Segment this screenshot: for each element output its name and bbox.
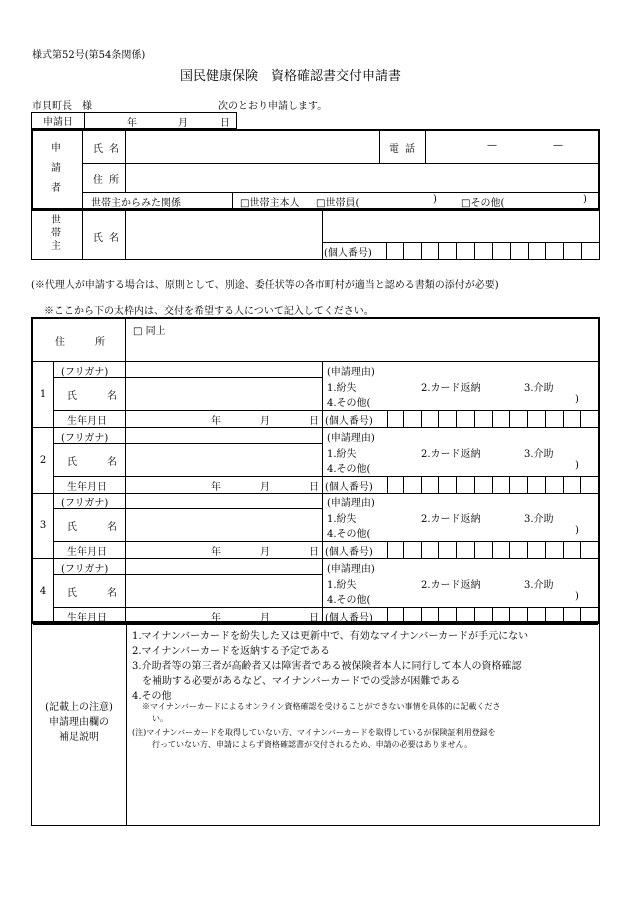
applicant-label: 申請者 bbox=[51, 143, 61, 194]
householder-name-label: 氏名 bbox=[93, 233, 125, 244]
birth-day: 日 bbox=[309, 416, 319, 427]
reason-label: (申請理由) bbox=[327, 367, 375, 378]
reason-other-close: ) bbox=[575, 460, 579, 471]
date-year: 年 bbox=[127, 118, 137, 129]
birth-label: 生年月日 bbox=[67, 482, 107, 493]
reason-label: (申請理由) bbox=[327, 498, 375, 509]
person-id-label: (個人番号) bbox=[325, 613, 373, 624]
person-name-label: 氏 名 bbox=[67, 588, 127, 599]
notes-label-2: 申請理由欄の bbox=[49, 717, 109, 728]
reason-other-close: ) bbox=[575, 394, 579, 405]
person-number: 1 bbox=[39, 388, 47, 400]
person-name-label: 氏 名 bbox=[67, 522, 127, 533]
householder-label: 世帯主 bbox=[51, 215, 61, 252]
note-line-9: 行っていない方、申請によらず資格確認書が交付されるため、申請の必要はありません。 bbox=[152, 740, 473, 749]
furigana-label: (フリガナ) bbox=[61, 564, 109, 575]
reason-return[interactable]: 2.カード返納 bbox=[421, 514, 481, 525]
applicant-address-field[interactable] bbox=[126, 163, 598, 192]
relation-label: 世帯主からみた関係 bbox=[91, 198, 181, 209]
birth-label: 生年月日 bbox=[67, 416, 107, 427]
phone-sep-1: — bbox=[487, 140, 497, 151]
person-number: 2 bbox=[39, 454, 47, 466]
person-id-label: (個人番号) bbox=[325, 416, 373, 427]
target-address-label: 住 所 bbox=[55, 337, 115, 348]
applicant-name-field[interactable] bbox=[126, 131, 379, 163]
householder-id-cells[interactable] bbox=[386, 242, 599, 259]
same-above-checkbox[interactable]: □ 同上 bbox=[133, 326, 166, 337]
person-id-label: (個人番号) bbox=[325, 547, 373, 558]
birth-day: 日 bbox=[309, 613, 319, 624]
relation-self-checkbox[interactable]: □世帯主本人 bbox=[240, 198, 300, 209]
page-title: 国民健康保険 資格確認書交付申請書 bbox=[180, 69, 402, 84]
person-id-cells[interactable] bbox=[386, 541, 598, 559]
furigana-label: (フリガナ) bbox=[61, 367, 109, 378]
person-id-cells[interactable] bbox=[386, 410, 598, 428]
birth-month: 月 bbox=[260, 613, 270, 624]
reason-assist[interactable]: 3.介助 bbox=[524, 383, 554, 394]
reason-other[interactable]: 4.その他( bbox=[327, 398, 371, 409]
birth-field[interactable] bbox=[125, 410, 322, 428]
birth-month: 月 bbox=[260, 416, 270, 427]
instruction: ※ここから下の太枠内は、交付を希望する人について記入してください。 bbox=[44, 306, 374, 317]
note-line-1: 1.マイナンバーカードを紛失した又は更新中で、有効なマイナンバーカードが手元にない bbox=[132, 631, 529, 642]
reason-return[interactable]: 2.カード返納 bbox=[421, 580, 481, 591]
birth-year: 年 bbox=[211, 613, 221, 624]
phone-label: 電話 bbox=[389, 144, 421, 155]
reason-assist[interactable]: 3.介助 bbox=[524, 580, 554, 591]
furigana-field[interactable] bbox=[125, 427, 322, 444]
birth-label: 生年月日 bbox=[67, 547, 107, 558]
birth-month: 月 bbox=[260, 482, 270, 493]
householder-id-label: (個人番号) bbox=[324, 248, 372, 259]
birth-field[interactable] bbox=[125, 541, 322, 559]
birth-month: 月 bbox=[260, 547, 270, 558]
notes-label bbox=[32, 700, 126, 745]
furigana-field[interactable] bbox=[125, 361, 322, 378]
person-section bbox=[33, 492, 598, 558]
phone-field[interactable] bbox=[425, 131, 598, 163]
statement: 次のとおり申請します。 bbox=[218, 101, 328, 112]
birth-year: 年 bbox=[211, 547, 221, 558]
addressee: 市貝町長 様 bbox=[32, 101, 92, 112]
birth-year: 年 bbox=[211, 416, 221, 427]
furigana-label: (フリガナ) bbox=[61, 498, 109, 509]
householder-name-field[interactable] bbox=[126, 211, 321, 259]
applicant-address-label: 住所 bbox=[93, 175, 125, 186]
person-number: 4 bbox=[39, 585, 47, 597]
person-section bbox=[33, 427, 598, 493]
furigana-label: (フリガナ) bbox=[61, 433, 109, 444]
reason-other[interactable]: 4.その他( bbox=[327, 595, 371, 606]
furigana-field[interactable] bbox=[125, 558, 322, 575]
date-month: 月 bbox=[178, 118, 188, 129]
person-name-field[interactable] bbox=[125, 574, 322, 608]
form-number: 様式第52号(第54条関係) bbox=[32, 50, 146, 61]
person-id-label: (個人番号) bbox=[325, 482, 373, 493]
reason-return[interactable]: 2.カード返納 bbox=[421, 383, 481, 394]
furigana-field[interactable] bbox=[125, 492, 322, 509]
person-name-field[interactable] bbox=[125, 508, 322, 542]
date-label: 申請日 bbox=[32, 113, 85, 128]
relation-other-close: ) bbox=[583, 194, 587, 205]
date-day: 日 bbox=[220, 118, 230, 129]
birth-year: 年 bbox=[211, 482, 221, 493]
person-name-field[interactable] bbox=[125, 377, 322, 411]
reason-return[interactable]: 2.カード返納 bbox=[421, 449, 481, 460]
reason-assist[interactable]: 3.介助 bbox=[524, 449, 554, 460]
person-section bbox=[33, 558, 598, 624]
reason-assist[interactable]: 3.介助 bbox=[524, 514, 554, 525]
notes-label-1: (記載上の注意) bbox=[45, 702, 113, 713]
note-line-3: 3.介助者等の第三者が高齢者又は障害者である被保険者本人に同行して本人の資格確認 bbox=[132, 661, 522, 672]
birth-day: 日 bbox=[309, 547, 319, 558]
reason-lost[interactable]: 1.紛失 bbox=[327, 449, 357, 460]
reason-label: (申請理由) bbox=[327, 433, 375, 444]
person-section bbox=[33, 361, 598, 427]
reason-other-close: ) bbox=[575, 591, 579, 602]
reason-lost[interactable]: 1.紛失 bbox=[327, 383, 357, 394]
person-number: 3 bbox=[39, 519, 47, 531]
relation-other-checkbox[interactable]: □その他( bbox=[461, 198, 505, 209]
phone-sep-2: — bbox=[553, 140, 563, 151]
person-name-label: 氏 名 bbox=[67, 457, 127, 468]
applicant-name-label: 氏名 bbox=[93, 144, 125, 155]
reason-lost[interactable]: 1.紛失 bbox=[327, 580, 357, 591]
person-name-field[interactable] bbox=[125, 443, 322, 477]
reason-other[interactable]: 4.その他( bbox=[327, 529, 371, 540]
note-line-5: 4.その他 bbox=[132, 691, 172, 702]
note-line-2: 2.マイナンバーカードを返納する予定である bbox=[132, 646, 330, 657]
reason-lost[interactable]: 1.紛失 bbox=[327, 514, 357, 525]
relation-member-checkbox[interactable]: □世帯員( bbox=[316, 198, 360, 209]
note-line-7: い。 bbox=[152, 714, 168, 723]
reason-other-close: ) bbox=[575, 525, 579, 536]
birth-day: 日 bbox=[309, 482, 319, 493]
application-date-box bbox=[31, 112, 237, 129]
notes-label-3: 補足説明 bbox=[59, 732, 99, 743]
person-name-label: 氏 名 bbox=[67, 391, 127, 402]
proxy-note: (※代理人が申請する場合は、原則として、別途、委任状等の各市町村が適当と認める書類の添付が必要) bbox=[31, 280, 499, 291]
reason-label: (申請理由) bbox=[327, 564, 375, 575]
note-line-8: (注)マイナンバーカードを取得していない方、マイナンバーカードを取得しているが保険証利用登録を bbox=[132, 728, 496, 737]
note-line-6: ※マイナンバーカードによるオンライン資格確認を受けることができない事情を具体的に記載くださ bbox=[142, 702, 501, 711]
relation-member-close: ) bbox=[433, 194, 437, 205]
reason-other[interactable]: 4.その他( bbox=[327, 464, 371, 475]
birth-label: 生年月日 bbox=[67, 613, 107, 624]
note-line-4: を補助する必要があるなど、マイナンバーカードでの受診が困難である bbox=[132, 676, 461, 687]
